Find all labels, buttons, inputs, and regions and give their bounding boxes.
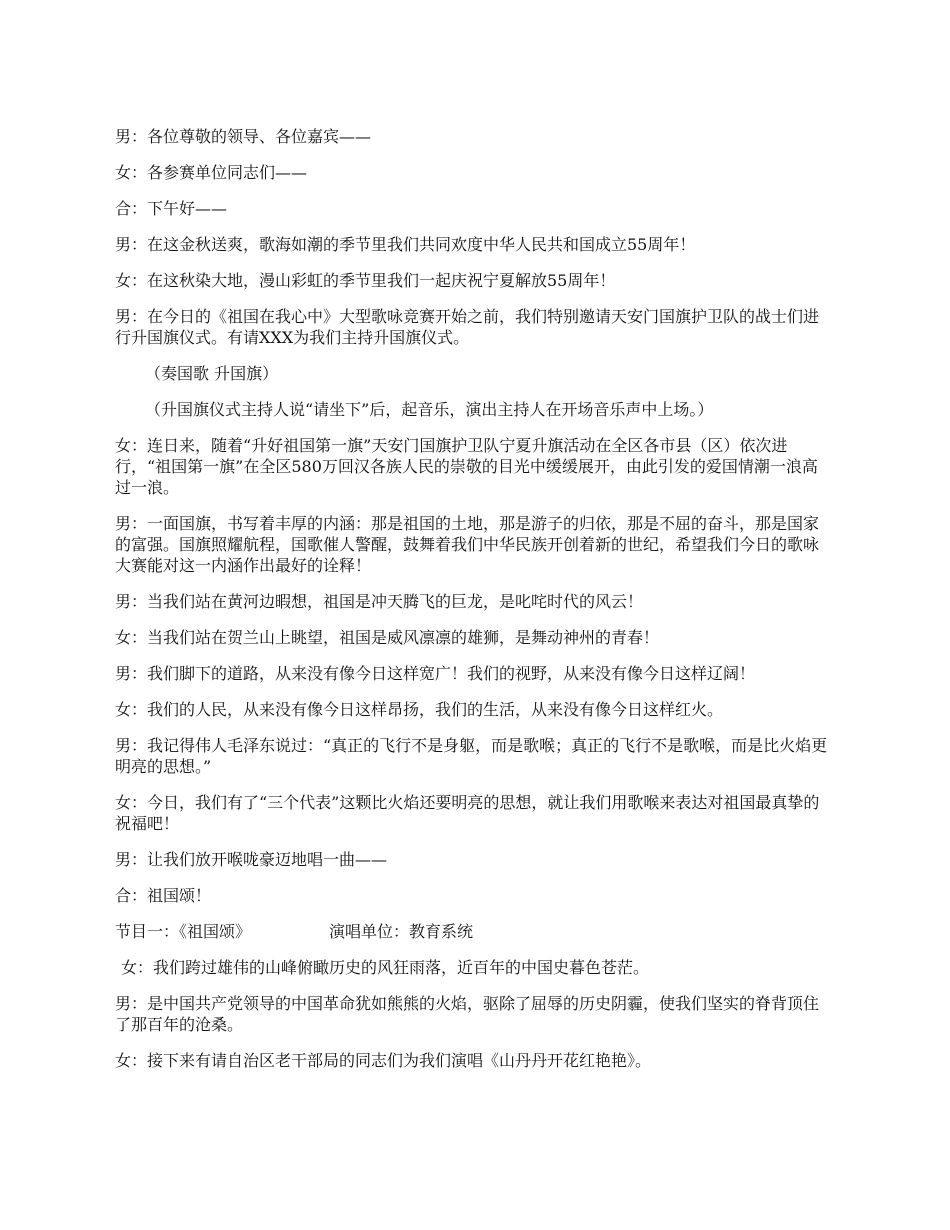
dialogue-line: 女：我们的人民，从来没有像今日这样昂扬，我们的生活，从来没有像今日这样红火。 (115, 700, 724, 719)
program-item: 节目一：《祖国颂》 (115, 922, 252, 941)
dialogue-line: 男：一面国旗，书写着丰厚的内涵：那是祖国的土地，那是游子的归依，那是不屈的奋斗，那是国家的富强。国旗照耀航程，国歌催人警醒，鼓舞着我们中华民族开创着新的世纪，希望我们今日的歌咏大赛能对这一内涵作出最好的诠释！ (115, 514, 820, 575)
dialogue-line: 女：接下来有请自治区老干部局的同志们为我们演唱《山丹丹开花红艳艳》。 (115, 1051, 652, 1070)
dialogue-line: 女：在这秋染大地，漫山彩虹的季节里我们一起庆祝宁夏解放55周年！ (115, 271, 616, 290)
dialogue-line: 合：祖国颂！ (115, 886, 212, 905)
dialogue-line: 女：当我们站在贺兰山上眺望，祖国是威风凛凛的雄狮，是舞动神州的青春！ (115, 628, 660, 647)
dialogue-line: 男：在这金秋送爽，歌海如潮的季节里我们共同欢度中华人民共和国成立55周年！ (115, 235, 696, 254)
dialogue-line: 男：是中国共产党领导的中国革命犹如熊熊的火焰，驱除了屈辱的历史阴霾，使我们坚实的脊背顶住了那百年的沧桑。 (115, 994, 820, 1034)
dialogue-line: 合：下午好—— (115, 199, 228, 218)
stage-direction: （升国旗仪式主持人说“请坐下”后，起音乐，演出主持人在开场音乐声中上场。） (145, 400, 714, 419)
dialogue-line: 男：当我们站在黄河边暇想，祖国是冲天腾飞的巨龙，是叱咤时代的风云！ (115, 592, 644, 611)
dialogue-line: 女：今日，我们有了“三个代表”这颗比火焰还要明亮的思想，就让我们用歌喉来表达对祖国最真挚的祝福吧！ (115, 793, 820, 833)
dialogue-line: 男：我们脚下的道路，从来没有像今日这样宽广！我们的视野，从来没有像今日这样辽阔！ (115, 664, 756, 683)
dialogue-line: 女：各参赛单位同志们—— (115, 163, 308, 182)
dialogue-line: 女：连日来，随着“升好祖国第一旗”天安门国旗护卫队宁夏升旗活动在全区各市县（区）依次进行，“祖国第一旗”在全区580万回汉各族人民的崇敬的目光中缓缓展开，由此引发的爱国情潮一浪高过一浪。 (115, 436, 818, 497)
dialogue-line: 男：各位尊敬的领导、各位嘉宾—— (115, 127, 372, 146)
document-body (115, 126, 831, 1086)
dialogue-line: 女：我们跨过雄伟的山峰俯瞰历史的风狂雨落，近百年的中国史暮色苍茫。 (121, 958, 650, 977)
dialogue-line: 男：在今日的《祖国在我心中》大型歌咏竞赛开始之前，我们特别邀请天安门国旗护卫队的战士们进行升国旗仪式。有请XXX为我们主持升国旗仪式。 (115, 307, 820, 347)
dialogue-line: 男：让我们放开喉咙豪迈地唱一曲—— (115, 850, 388, 869)
program-line (115, 921, 831, 942)
dialogue-line: 男：我记得伟人毛泽东说过：“真正的飞行不是身躯，而是歌喉；真正的飞行不是歌喉，而是比火焰更明亮的思想。” (115, 736, 828, 776)
stage-direction: （奏国歌 升国旗） (145, 364, 279, 383)
program-unit: 演唱单位：教育系统 (329, 922, 474, 941)
